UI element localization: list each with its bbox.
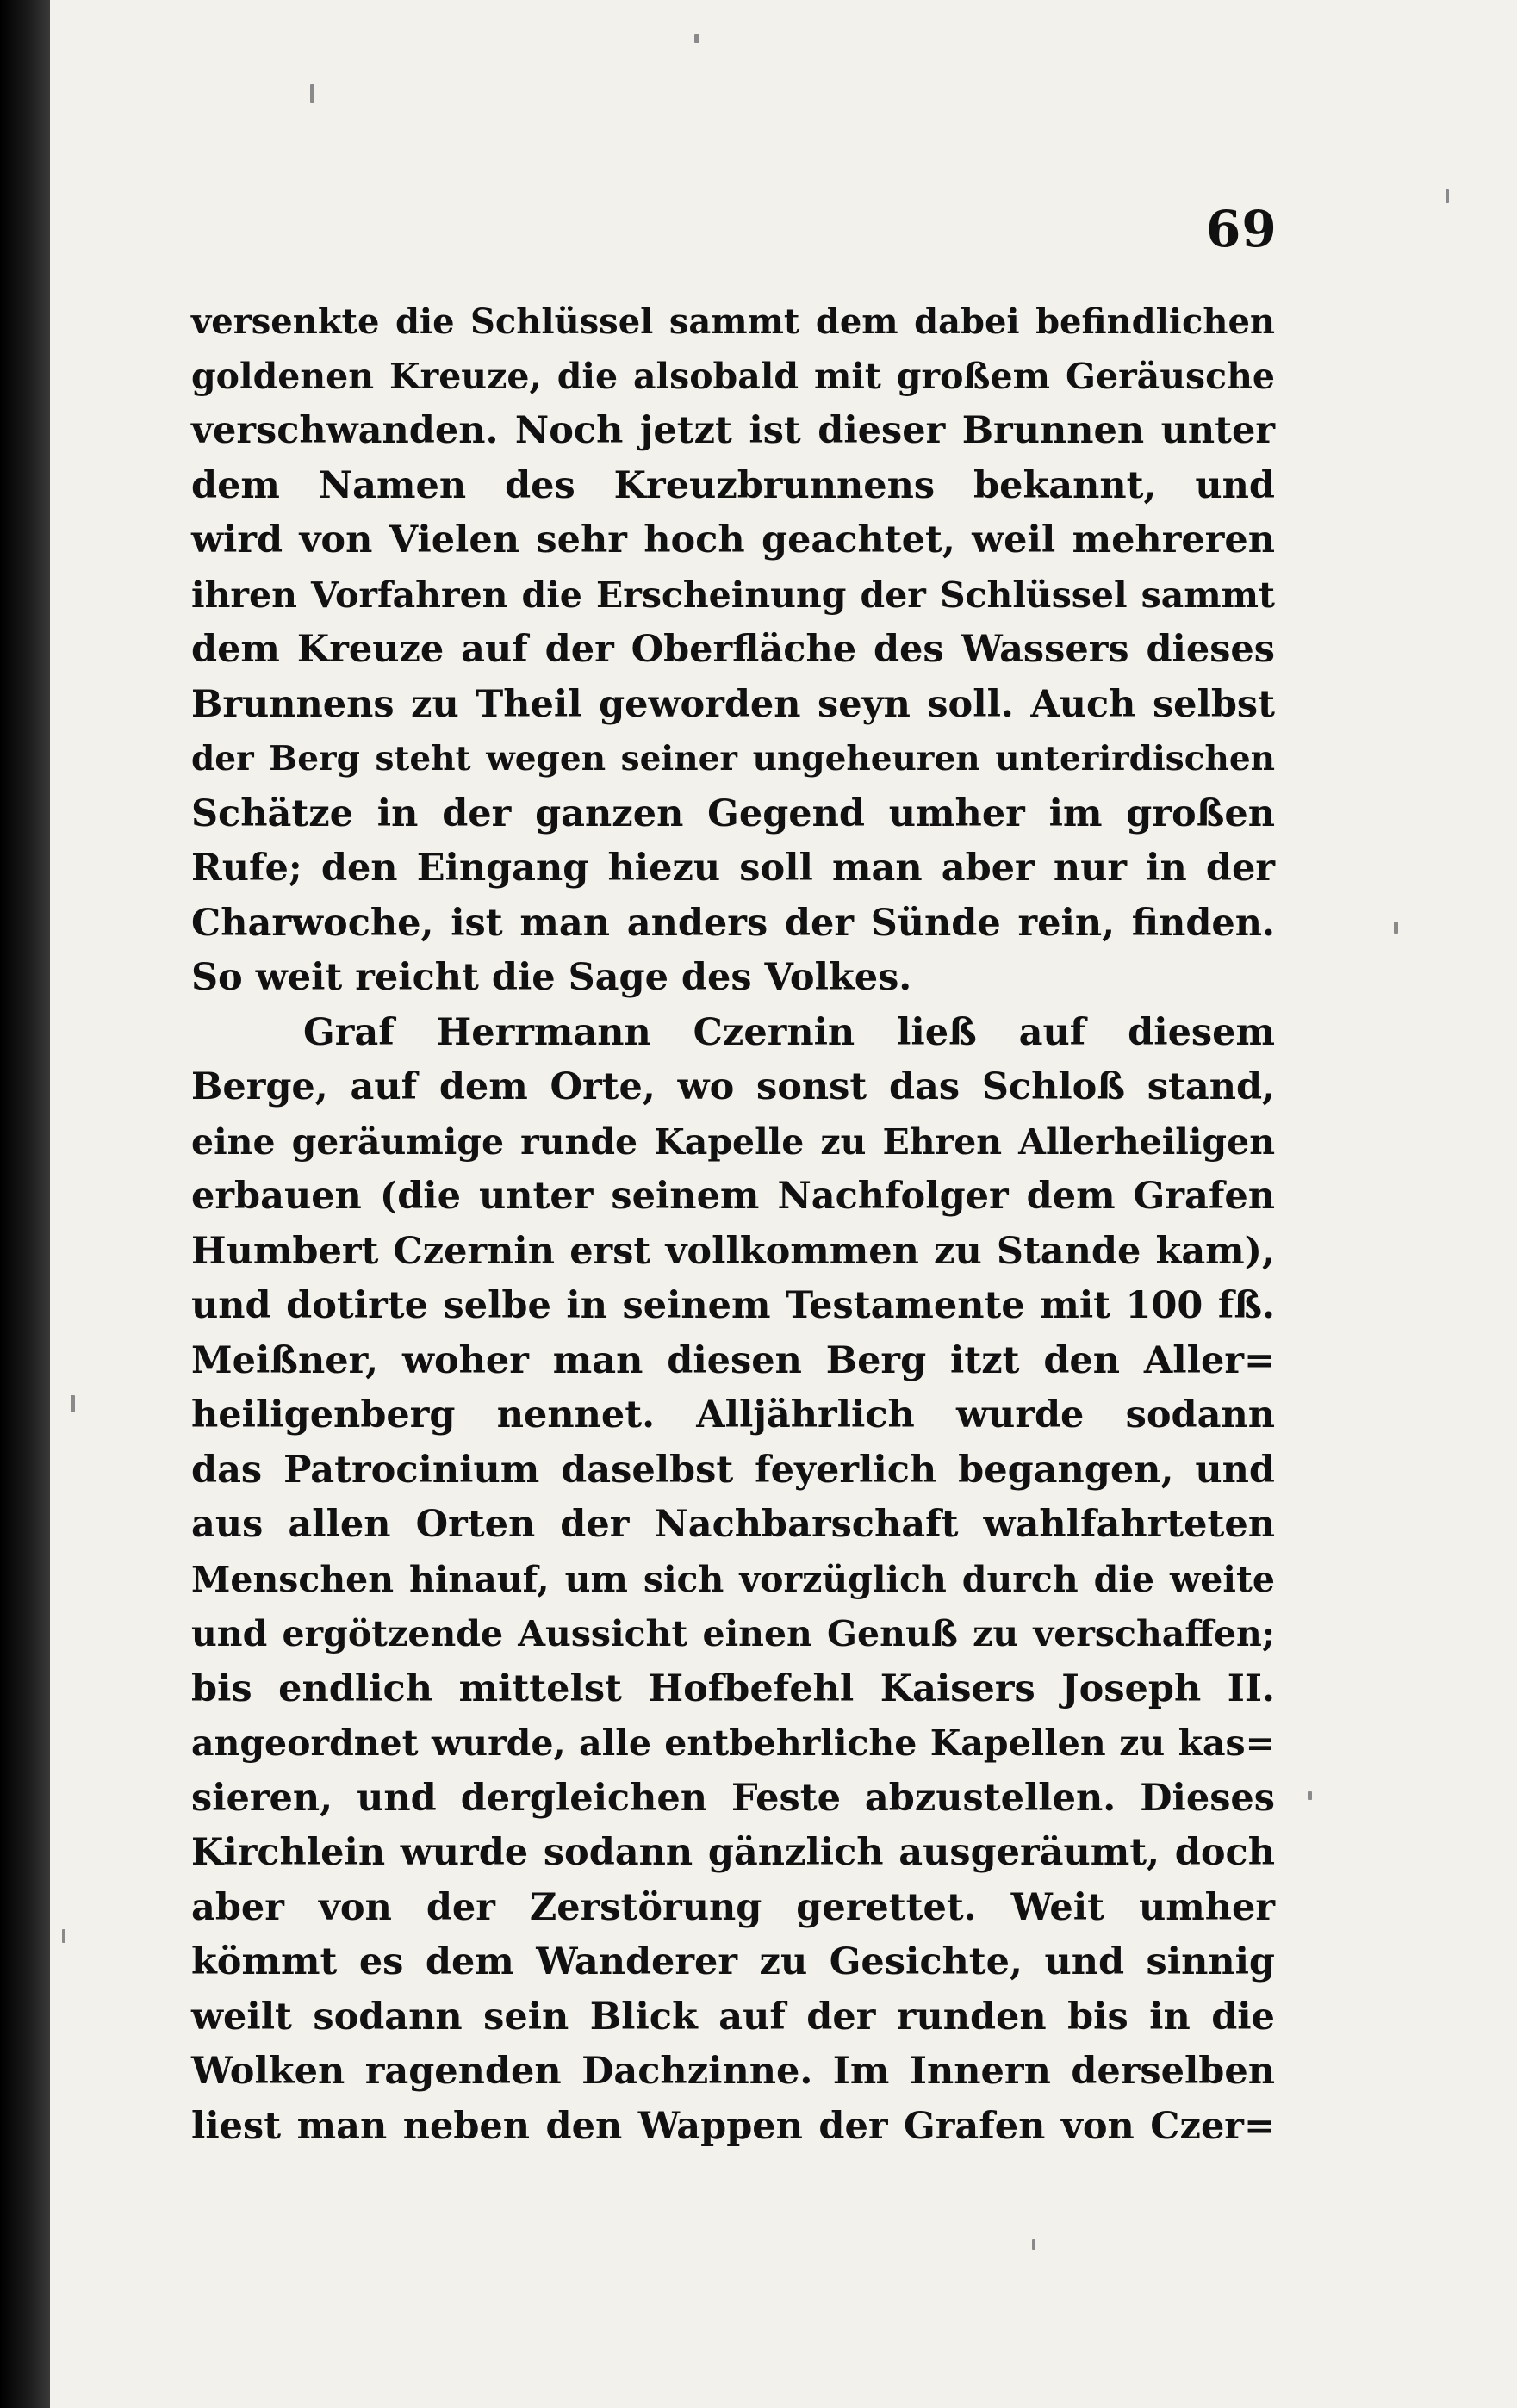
scan-speck	[1308, 1791, 1312, 1800]
scan-speck	[71, 1395, 75, 1412]
text-line: liest man neben den Wappen der Grafen von Czer=	[191, 2104, 1275, 2148]
scan-speck	[1394, 922, 1398, 934]
text-line: weilt sodann sein Blick auf der runden bis in die	[191, 1995, 1275, 2039]
text-line: dem Kreuze auf der Oberfläche des Wassers dieses	[191, 628, 1275, 671]
text-line: aus allen Orten der Nachbarschaft wahlfahrteten	[191, 1503, 1275, 1546]
text-line: sieren, und dergleichen Feste abzustellen. Dieses	[191, 1776, 1275, 1820]
text-line: angeordnet wurde, alle entbehrliche Kapellen zu kas=	[191, 1722, 1275, 1764]
text-line: dem Namen des Kreuzbrunnens bekannt, und	[191, 463, 1275, 507]
text-line: eine geräumige runde Kapelle zu Ehren Allerheiligen	[191, 1120, 1275, 1163]
scan-speck	[62, 1929, 65, 1943]
text-line: Meißner, woher man diesen Berg itzt den Aller=	[191, 1338, 1275, 1382]
text-line: und ergötzende Aussicht einen Genuß zu verschaffen;	[191, 1613, 1275, 1654]
text-line: heiligenberg nennet. Alljährlich wurde sodann	[191, 1393, 1275, 1437]
text-line: Charwoche, ist man anders der Sünde rein, finden.	[191, 901, 1275, 945]
scan-speck	[310, 84, 314, 103]
text-line: ihren Vorfahren die Erscheinung der Schlüssel sammt	[191, 574, 1275, 616]
text-line: das Patrocinium daselbst feyerlich begangen, und	[191, 1448, 1275, 1492]
text-line: aber von der Zerstörung gerettet. Weit umher	[191, 1885, 1275, 1929]
page-number: 69	[1206, 200, 1278, 258]
text-line: Menschen hinauf, um sich vorzüglich durch die weite	[191, 1558, 1275, 1600]
text-line: und dotirte selbe in seinem Testamente mit 100 fß.	[191, 1284, 1275, 1327]
text-line: Berge, auf dem Orte, wo sonst das Schloß stand,	[191, 1065, 1275, 1108]
text-line: wird von Vielen sehr hoch geachtet, weil mehreren	[191, 518, 1275, 562]
scan-speck	[694, 34, 699, 43]
text-line: Kirchlein wurde sodann gänzlich ausgeräumt, doch	[191, 1831, 1275, 1874]
text-line: bis endlich mittelst Hofbefehl Kaisers Joseph II.	[191, 1666, 1275, 1710]
text-line: goldenen Kreuze, die alsobald mit großem Geräusche	[191, 355, 1275, 397]
paragraph-end-line: So weit reicht die Sage des Volkes.	[191, 956, 912, 999]
scan-left-edge	[0, 0, 50, 2408]
text-line: Brunnens zu Theil geworden seyn soll. Auch selbst	[191, 682, 1275, 726]
text-line: kömmt es dem Wanderer zu Gesichte, und sinnig	[191, 1940, 1275, 1983]
text-line: Schätze in der ganzen Gegend umher im großen	[191, 791, 1275, 835]
text-line: Wolken ragenden Dachzinne. Im Innern derselben	[191, 2050, 1275, 2093]
body-text	[191, 295, 1275, 2154]
text-line: Humbert Czernin erst vollkommen zu Stande kam),	[191, 1229, 1275, 1273]
text-line: der Berg steht wegen seiner ungeheuren unterirdischen	[191, 739, 1275, 779]
scan-speck	[1032, 2239, 1035, 2250]
paragraph-start-line: Graf Herrmann Czernin ließ auf diesem	[303, 1010, 1275, 1054]
text-line: versenkte die Schlüssel sammt dem dabei befindlichen	[191, 301, 1275, 342]
text-line: erbauen (die unter seinem Nachfolger dem Grafen	[191, 1175, 1275, 1218]
text-line: verschwanden. Noch jetzt ist dieser Brunnen unter	[191, 409, 1275, 452]
scan-speck	[1446, 189, 1449, 203]
text-line: Rufe; den Eingang hiezu soll man aber nur in der	[191, 847, 1275, 890]
